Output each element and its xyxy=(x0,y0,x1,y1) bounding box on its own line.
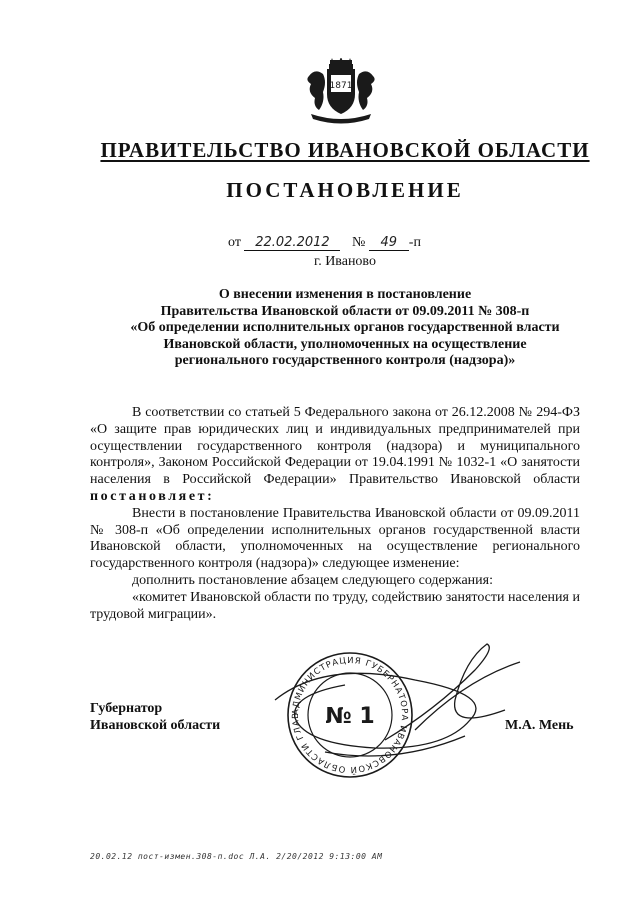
number-prefix: № xyxy=(351,235,366,250)
coat-of-arms-emblem xyxy=(303,58,379,126)
official-stamp-and-signature xyxy=(265,640,535,780)
emblem-plaque: 1871 xyxy=(329,81,353,91)
city: г. Иваново xyxy=(314,254,376,269)
date-value: 22.02.2012 xyxy=(244,235,340,251)
subject-line: Правительства Ивановской области от 09.09.2011 № 308-п xyxy=(160,303,530,319)
subject-line: «Об определении исполнительных органов государственной власти xyxy=(130,320,560,335)
signatory-name: М.А. Мень xyxy=(505,718,574,733)
document-type: ПОСТАНОВЛЕНИЕ xyxy=(226,178,464,202)
paragraph-amendment: Внести в постановление Правительства Ивановской области от 09.09.2011 № 308-п «Об определении исполнительных органов государственной власти Ивановской области, уполномоченных на осуществление регионального государственного контроля (надзора)» следующее изменение: xyxy=(90,505,580,572)
resolves-word: постановляет: xyxy=(90,488,215,504)
signatory-position xyxy=(90,700,220,734)
number-value: 49 xyxy=(369,235,409,251)
position-line: Губернатор xyxy=(90,701,163,716)
stamp-ring-text: АДМИНИСТРАЦИЯ ГУБЕРНАТОРА ИВАНОВСКОЙ ОБЛАСТИ ГЛАВ xyxy=(290,655,410,775)
document-body xyxy=(90,405,580,623)
subject-line: регионального государственного контроля (надзора)» xyxy=(174,353,516,368)
document-subject xyxy=(90,287,600,370)
date-prefix: от xyxy=(228,235,241,250)
paragraph-instruction: дополнить постановление абзацем следующего содержания: xyxy=(132,572,493,588)
preamble-text: В соответствии со статьей 5 Федерального закона от 26.12.2008 № 294-ФЗ «О защите прав юридических лиц и индивидуальных предпринимателей при осуществлении государственного контроля (надзора) и муниципального контроля», Законом Российской Федерации от 19.04.1991 № 1032-1 «О занятости населения в Российской Федерации» Правительство Ивановской области xyxy=(90,405,580,488)
position-line: Ивановской области xyxy=(90,718,221,733)
stamp-number: № 1 xyxy=(325,704,375,729)
subject-line: О внесении изменения в постановление xyxy=(218,287,472,302)
paragraph-added-text: «комитет Ивановской области по труду, содействию занятости населения и трудовой миграции». xyxy=(90,589,580,622)
government-title: ПРАВИТЕЛЬСТВО ИВАНОВСКОЙ ОБЛАСТИ xyxy=(100,138,590,162)
number-suffix: -п xyxy=(408,235,421,250)
date-number-line xyxy=(228,235,421,251)
paragraph-preamble xyxy=(90,405,580,506)
subject-line: Ивановской области, уполномоченных на осуществление xyxy=(163,336,527,352)
file-footer: 20.02.12 пост-измен.308-п.doc Л.А. 2/20/2012 9:13:00 AM xyxy=(90,852,383,861)
